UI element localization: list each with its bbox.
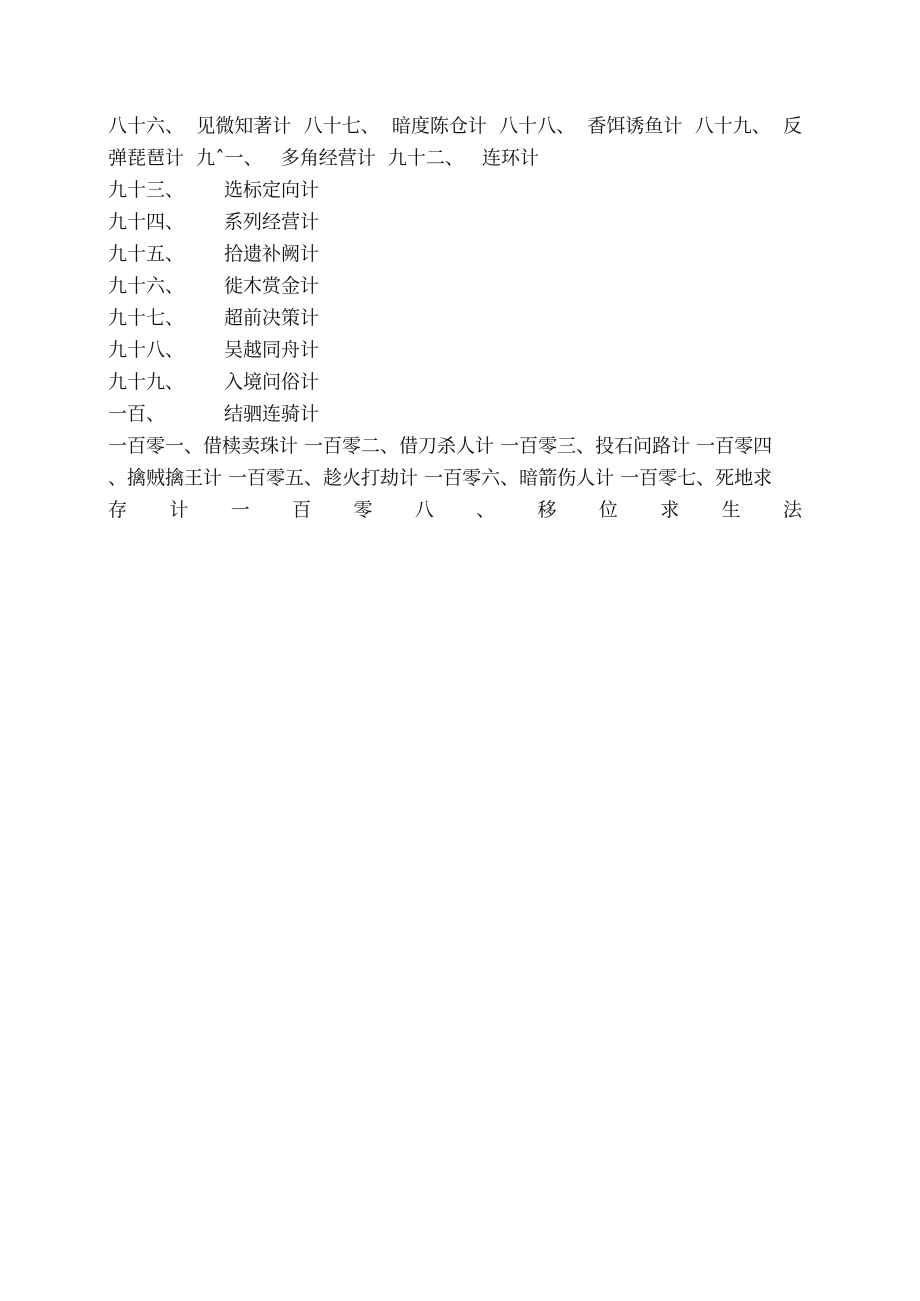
text-segment: 八十八、 <box>499 115 576 137</box>
text-segment: 反 <box>782 115 802 137</box>
text-segment: 香饵诱鱼计 <box>587 115 683 137</box>
item-number: 九十七、 <box>108 307 185 329</box>
text-char: 生 <box>721 499 741 521</box>
list-item <box>108 174 802 206</box>
text-char: 存 <box>108 499 128 521</box>
item-number: 九十五、 <box>108 243 185 265</box>
text-line-2 <box>108 142 802 174</box>
paragraph-line-1: 一百零一、借椟卖珠计 一百零二、借刀杀人计 一百零三、投石问路计 一百零四 <box>108 435 773 457</box>
text-char: 、 <box>476 499 496 521</box>
item-number: 九十六、 <box>108 275 185 297</box>
text-char: 求 <box>660 499 680 521</box>
item-number: 九十三、 <box>108 179 185 201</box>
item-name: 结驷连骑计 <box>224 403 320 425</box>
item-name: 徙木赏金计 <box>224 275 320 297</box>
text-segment: 见微知著计 <box>196 115 292 137</box>
item-name: 吴越同舟计 <box>224 339 320 361</box>
text-char: 八 <box>414 499 434 521</box>
text-char: 移 <box>537 499 557 521</box>
list-item <box>108 398 802 430</box>
document-body <box>108 110 802 526</box>
item-number: 九十四、 <box>108 211 185 233</box>
list-item <box>108 302 802 334</box>
item-number: 一百、 <box>108 403 166 425</box>
text-segment: 暗度陈仓计 <box>391 115 487 137</box>
item-name: 系列经营计 <box>224 211 320 233</box>
text-segment: 连环计 <box>482 147 540 169</box>
text-line-1 <box>108 110 802 142</box>
text-char: 法 <box>782 499 802 521</box>
text-segment: 多角经营计 <box>280 147 376 169</box>
list-item <box>108 270 802 302</box>
list-item <box>108 366 802 398</box>
paragraph-line-2: 、擒贼擒王计 一百零五、趁火打劫计 一百零六、暗箭伤人计 一百零七、死地求 <box>108 467 773 489</box>
text-char: 零 <box>353 499 373 521</box>
item-name: 拾遗补阙计 <box>224 243 320 265</box>
text-segment: 八十六、 <box>108 115 185 137</box>
text-segment: 九十二、 <box>387 147 464 169</box>
text-segment: 八十七、 <box>303 115 380 137</box>
text-char: 计 <box>169 499 189 521</box>
text-char: 位 <box>598 499 618 521</box>
item-name: 选标定向计 <box>224 179 320 201</box>
item-name: 超前决策计 <box>224 307 320 329</box>
text-char: 百 <box>292 499 312 521</box>
item-number: 九十八、 <box>108 339 185 361</box>
text-char: 一 <box>230 499 250 521</box>
list-item <box>108 334 802 366</box>
list-item <box>108 238 802 270</box>
list-item <box>108 206 802 238</box>
text-segment: 八十九、 <box>694 115 771 137</box>
text-segment: 九ˆ一、 <box>196 147 263 169</box>
item-number: 九十九、 <box>108 371 185 393</box>
text-segment: 弹琵琶计 <box>108 147 185 169</box>
paragraph-line-3 <box>108 494 802 526</box>
item-name: 入境问俗计 <box>224 371 320 393</box>
